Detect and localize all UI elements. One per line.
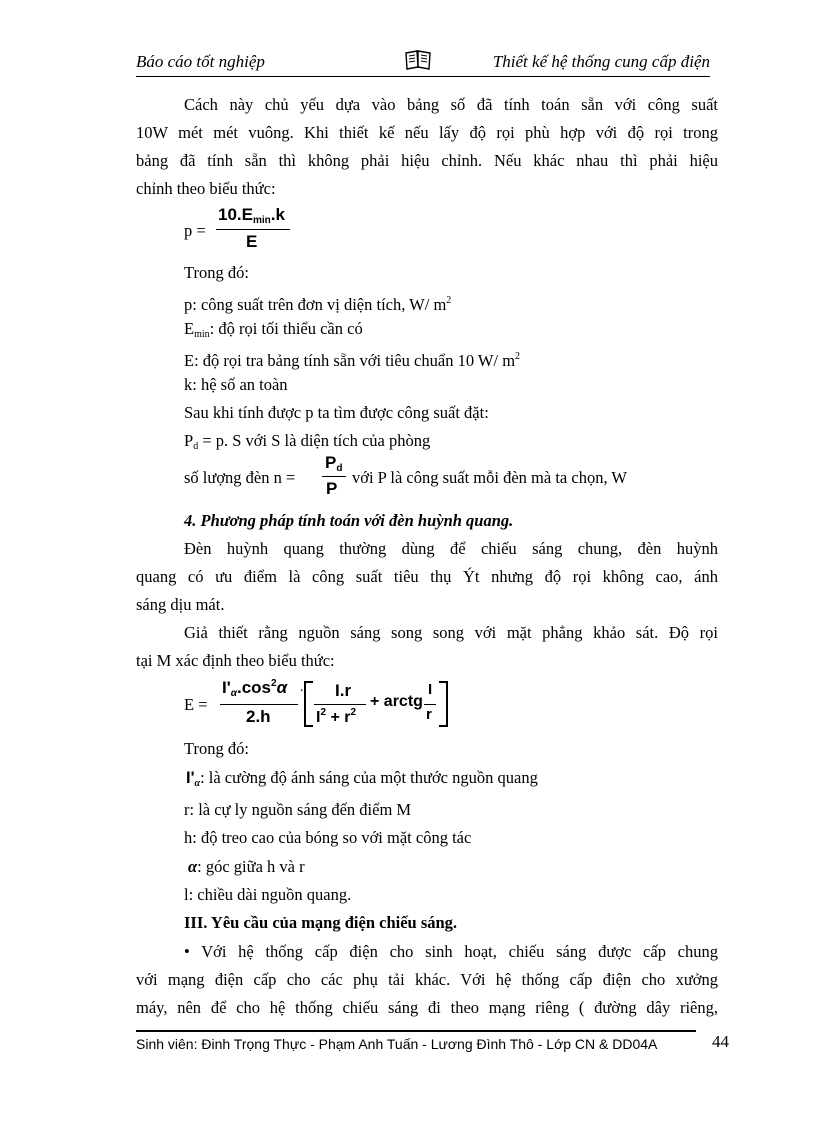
n-denominator: P (326, 479, 338, 498)
n-fraction-bar (322, 476, 346, 477)
section4-p1-line-3: sáng dịu mát. (136, 595, 225, 614)
n-num: P (325, 453, 337, 472)
n-rhs: với P là công suất mỗi đèn mà ta chọn, W (352, 468, 627, 487)
where2-h: h: độ treo cao của bóng so với mặt công tác (184, 828, 472, 847)
n-num-sub: d (336, 463, 343, 474)
header-left-title: Báo cáo tốt nghiệp (136, 52, 265, 71)
formula2-bar-1 (220, 704, 298, 705)
formula2-lhs: E = (184, 695, 208, 714)
where2-alpha-sym: α (188, 857, 198, 876)
where1-pd (184, 427, 430, 461)
where2-l: l: chiều dài nguồn quang. (184, 885, 352, 904)
section4-p1-line-1: Đèn huỳnh quang thường dùng để chiếu sáng chung, đèn huỳnh (184, 539, 718, 558)
header-right-title: Thiết kế hệ thống cung cấp điện (492, 52, 710, 71)
where1-title: Trong đó: (184, 263, 249, 282)
where2-i (186, 764, 538, 798)
formula1-num-a: 10.E (218, 205, 253, 224)
f2-den-a: I (316, 709, 321, 726)
f2-num1: I' (222, 678, 231, 697)
section4-title: 4. Phương pháp tính toán với đèn huỳnh quang. (184, 511, 514, 530)
where1-pd-sub: d (193, 441, 199, 452)
f2-den-sup2: 2 (350, 707, 357, 718)
where1-e-sup: 2 (515, 351, 521, 362)
where1-emin-b: : độ rọi tối thiểu cần có (209, 319, 363, 338)
f2-num1-c: α (276, 678, 288, 697)
para1-line-4: chỉnh theo biểu thức: (136, 179, 276, 198)
page-number: 44 (712, 1032, 729, 1051)
f2-den-b: + r (326, 709, 351, 726)
formula1-denominator: E (246, 232, 258, 251)
where2-alpha (188, 853, 305, 881)
formula2-atan-den: r (426, 706, 432, 723)
para1-line-1: Cách này chủ yếu dựa vào bảng số đã tính toán sẵn với công suất (184, 95, 718, 114)
f2-num1-b: .cos (236, 678, 271, 697)
where1-pd-a: P (184, 431, 194, 450)
where1-after: Sau khi tính được p ta tìm được công suất đặt: (184, 403, 489, 422)
footer-rule (136, 1030, 696, 1032)
where1-k: k: hệ số an toàn (184, 375, 288, 394)
where2-title: Trong đó: (184, 739, 249, 758)
formula2-numerator (222, 678, 287, 699)
formula1-fraction-bar (216, 229, 290, 230)
section3-title: III. Yêu cầu của mạng điện chiếu sáng. (184, 913, 458, 932)
footer-authors: Sinh viên: Đinh Trọng Thực - Phạm Anh Tuấn - Lương Đình Thô - Lớp CN & DD04A (136, 1036, 658, 1052)
formula2-den1: 2.h (246, 707, 271, 726)
formula1-num-b: .k (270, 205, 285, 224)
where1-emin-sub: min (194, 329, 210, 340)
n-numerator (325, 453, 342, 474)
section4-p2-line-1: Giả thiết rằng nguồn sáng song song với mặt phẳng khảo sát. Độ rọi (184, 623, 718, 642)
where1-p-text: p: công suất trên đơn vị diện tích, W/ m (184, 295, 447, 314)
where2-r: r: là cự ly nguồn sáng đến điểm M (184, 800, 412, 819)
where1-emin-a: E (184, 319, 195, 338)
open-book-icon (404, 50, 432, 70)
section4-p1-line-2: quang có ưu điểm là công suất tiêu thụ Ýt nhưng độ rọi không cao, ánh (136, 567, 718, 586)
f2-den-sup1: 2 (320, 707, 327, 718)
f2-num1-sub: α (230, 688, 237, 699)
formula2-atan-num: I (428, 681, 433, 698)
where2-i-sub: α (194, 778, 201, 789)
where1-pd-b: = p. S với S là diện tích của phòng (198, 431, 431, 450)
para1-line-3: bảng đã tính sẵn thì không phải hiệu chỉnh. Nếu khác nhau thì phải hiệu (136, 151, 718, 170)
formula1-numerator (218, 205, 285, 226)
formula2-dot: . (300, 680, 304, 695)
section4-p2-line-2: tại M xác định theo biểu thức: (136, 651, 335, 670)
where2-alpha-text: : góc giữa h và r (197, 857, 305, 876)
where2-i-sym: I' (186, 769, 195, 787)
page-header (136, 50, 710, 76)
formula2-inner-num: I.r (335, 681, 352, 700)
n-lhs: số lượng đèn n = (184, 468, 296, 487)
where1-e-text: E: độ rọi tra bảng tính sẵn với tiêu chuẩn 10 W/ m (184, 351, 516, 370)
section3-line-2: với mạng điện cấp cho các phụ tải khác. Với hệ thống cấp điện cho xưởng (136, 970, 718, 989)
formula2-bar-2 (314, 704, 366, 705)
where2-i-text: : là cường độ ánh sáng của một thước nguồn quang (200, 768, 538, 787)
where1-p-sup: 2 (446, 295, 452, 306)
header-rule (136, 76, 710, 77)
formula2-plus-arctg: + arctg (370, 693, 423, 710)
section3-line-3: máy, nên để cho hệ thống chiếu sáng đi theo mạng riêng ( đường dây riêng, (136, 998, 718, 1017)
section3-line-1: • Với hệ thống cấp điện cho sinh hoạt, chiếu sáng được cấp chung (184, 942, 718, 961)
right-bracket-icon (436, 680, 450, 728)
formula2-inner-den (316, 707, 356, 727)
f2-num1-sup: 2 (271, 678, 277, 689)
formula1-lhs: p = (184, 221, 206, 240)
para1-line-2: 10W mét mét vuông. Khi thiết kế nếu lấy độ rọi phù hợp với độ rọi trong (136, 123, 718, 142)
formula2-bar-3 (424, 704, 436, 705)
formula1-num-sub: min (252, 215, 271, 226)
